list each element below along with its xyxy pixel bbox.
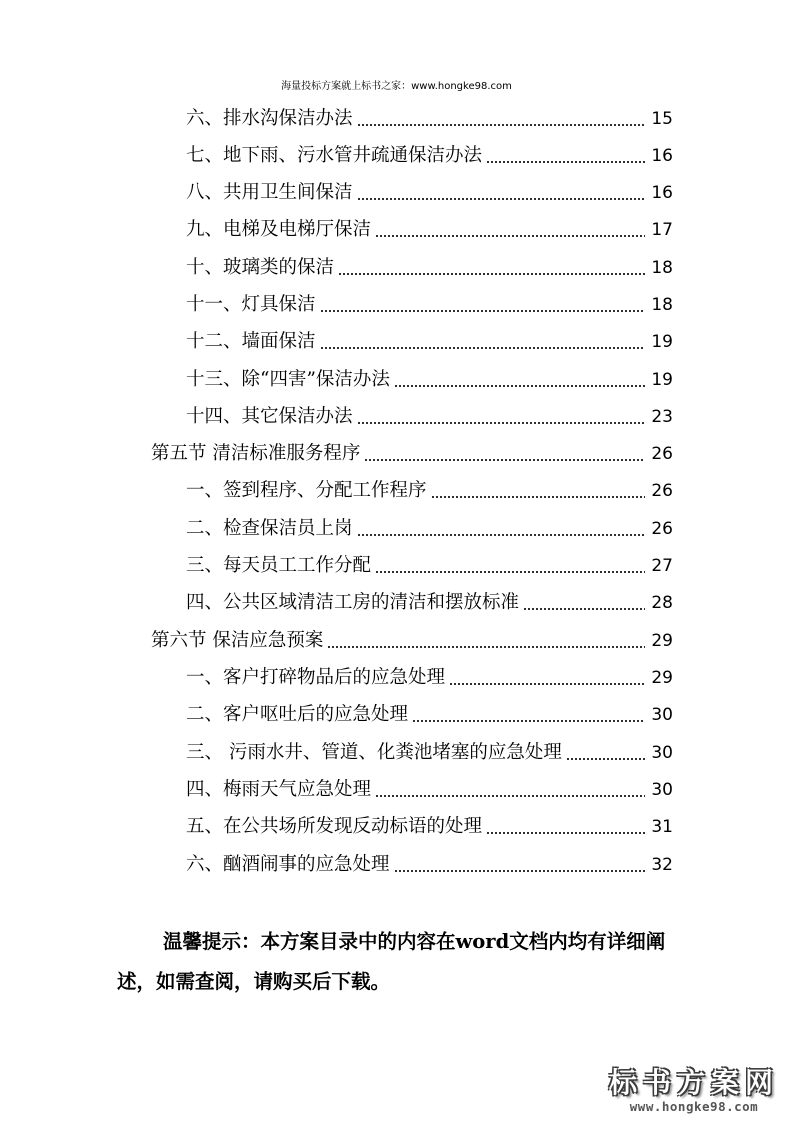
toc-section-entry[interactable] bbox=[151, 439, 673, 469]
toc-entry-page: 18 bbox=[651, 295, 673, 315]
toc-leader-dots bbox=[412, 720, 645, 722]
toc-leader-dots bbox=[375, 235, 645, 237]
toc-entry-page: 15 bbox=[651, 109, 673, 129]
toc-entry[interactable] bbox=[186, 775, 673, 805]
toc-leader-dots bbox=[327, 646, 645, 648]
toc-leader-dots bbox=[320, 347, 645, 349]
toc-entry-page: 30 bbox=[651, 705, 673, 725]
toc-entry-page: 32 bbox=[651, 855, 673, 875]
toc-leader-dots bbox=[486, 832, 645, 834]
toc-entry-title: 十三、除“四害”保洁办法 bbox=[186, 369, 390, 390]
toc-leader-dots bbox=[486, 161, 645, 163]
toc-leader-dots bbox=[357, 534, 645, 536]
toc-entry-title: 九、电梯及电梯厅保洁 bbox=[186, 219, 372, 240]
toc-entry-title: 六、排水沟保洁办法 bbox=[186, 108, 353, 129]
toc-leader-dots bbox=[375, 571, 645, 573]
toc-entry-page: 29 bbox=[651, 631, 673, 651]
toc-leader-dots bbox=[431, 496, 645, 498]
toc-leader-dots bbox=[394, 385, 645, 387]
toc-entry-page: 23 bbox=[651, 407, 673, 427]
toc-entry[interactable] bbox=[186, 476, 673, 506]
toc-entry-title: 一、签到程序、分配工作程序 bbox=[186, 480, 427, 501]
toc-entry[interactable] bbox=[186, 365, 673, 395]
toc-entry[interactable] bbox=[186, 215, 673, 245]
site-logo-title: 标书方案网 bbox=[609, 1066, 780, 1099]
toc-entry-title: 第五节 清洁标准服务程序 bbox=[151, 443, 361, 464]
toc-entry-title: 八、共用卫生间保洁 bbox=[186, 182, 353, 203]
toc-entry[interactable] bbox=[186, 850, 673, 880]
toc-entry[interactable] bbox=[186, 551, 673, 581]
toc-entry-title: 十四、其它保洁办法 bbox=[186, 406, 353, 427]
toc-leader-dots bbox=[566, 758, 645, 760]
toc-leader-dots bbox=[523, 608, 645, 610]
toc-entry-page: 27 bbox=[651, 556, 673, 576]
toc-leader-dots bbox=[364, 459, 645, 461]
toc-entry-page: 19 bbox=[651, 332, 673, 352]
toc-entry[interactable] bbox=[186, 141, 673, 171]
toc-entry-page: 30 bbox=[651, 780, 673, 800]
toc-entry[interactable] bbox=[186, 402, 673, 432]
purchase-tip-paragraph: 温馨提示：本方案目录中的内容在word文档内均有详细阐述，如需查阅，请购买后下载。 bbox=[117, 930, 666, 993]
toc-entry[interactable] bbox=[186, 253, 673, 283]
toc-entry-title: 一、客户打碎物品后的应急处理 bbox=[186, 667, 446, 688]
page-header: 海量投标方案就上标书之家：www.hongke98.com bbox=[281, 81, 512, 92]
toc-entry-page: 26 bbox=[651, 481, 673, 501]
toc-entry[interactable] bbox=[186, 290, 673, 320]
toc-entry[interactable] bbox=[186, 738, 673, 768]
toc-entry-title: 十一、灯具保洁 bbox=[186, 294, 316, 315]
toc-entry-page: 30 bbox=[651, 743, 673, 763]
toc-entry[interactable] bbox=[186, 663, 673, 693]
toc-entry[interactable] bbox=[186, 178, 673, 208]
toc-leader-dots bbox=[357, 124, 645, 126]
toc-entry[interactable] bbox=[186, 700, 673, 730]
toc-entry-page: 31 bbox=[651, 817, 673, 837]
toc-entry-page: 26 bbox=[651, 444, 673, 464]
toc-entry-title: 六、酗酒闹事的应急处理 bbox=[186, 854, 390, 875]
toc-entry-page: 28 bbox=[651, 593, 673, 613]
toc-entry-title: 三、 污雨水井、管道、化粪池堵塞的应急处理 bbox=[186, 742, 562, 763]
toc-entry-page: 16 bbox=[651, 183, 673, 203]
toc-entry-title: 二、客户呕吐后的应急处理 bbox=[186, 704, 409, 725]
toc-entry-title: 五、在公共场所发现反动标语的处理 bbox=[186, 816, 483, 837]
toc-entry-title: 四、梅雨天气应急处理 bbox=[186, 779, 372, 800]
toc-leader-dots bbox=[357, 198, 645, 200]
toc-entry-page: 19 bbox=[651, 370, 673, 390]
toc-entry[interactable] bbox=[186, 104, 673, 134]
toc-leader-dots bbox=[320, 310, 645, 312]
toc-leader-dots bbox=[449, 683, 645, 685]
toc-entry-title: 十、玻璃类的保洁 bbox=[186, 257, 335, 278]
toc-entry[interactable] bbox=[186, 588, 673, 618]
toc-entry-title: 二、检查保洁员上岗 bbox=[186, 518, 353, 539]
toc-entry-page: 16 bbox=[651, 146, 673, 166]
toc-entry-page: 18 bbox=[651, 258, 673, 278]
toc-entry[interactable] bbox=[186, 327, 673, 357]
toc-entry-page: 17 bbox=[651, 220, 673, 240]
toc-entry-title: 七、地下雨、污水管井疏通保洁办法 bbox=[186, 145, 483, 166]
site-logo[interactable] bbox=[609, 1066, 779, 1114]
toc-entry-title: 四、公共区域清洁工房的清洁和摆放标准 bbox=[186, 592, 520, 613]
toc-entry-title: 第六节 保洁应急预案 bbox=[151, 630, 324, 651]
toc-leader-dots bbox=[338, 273, 645, 275]
toc-leader-dots bbox=[394, 870, 645, 872]
toc-leader-dots bbox=[357, 422, 645, 424]
toc-entry-title: 三、每天员工工作分配 bbox=[186, 555, 372, 576]
toc-entry-page: 29 bbox=[651, 668, 673, 688]
toc-entry-title: 十二、墙面保洁 bbox=[186, 331, 316, 352]
toc-entry-page: 26 bbox=[651, 519, 673, 539]
toc-section-entry[interactable] bbox=[151, 626, 673, 656]
site-logo-url: www.hongke98.com bbox=[629, 1099, 759, 1114]
toc-entry[interactable] bbox=[186, 514, 673, 544]
toc-leader-dots bbox=[375, 795, 645, 797]
toc-entry[interactable] bbox=[186, 812, 673, 842]
